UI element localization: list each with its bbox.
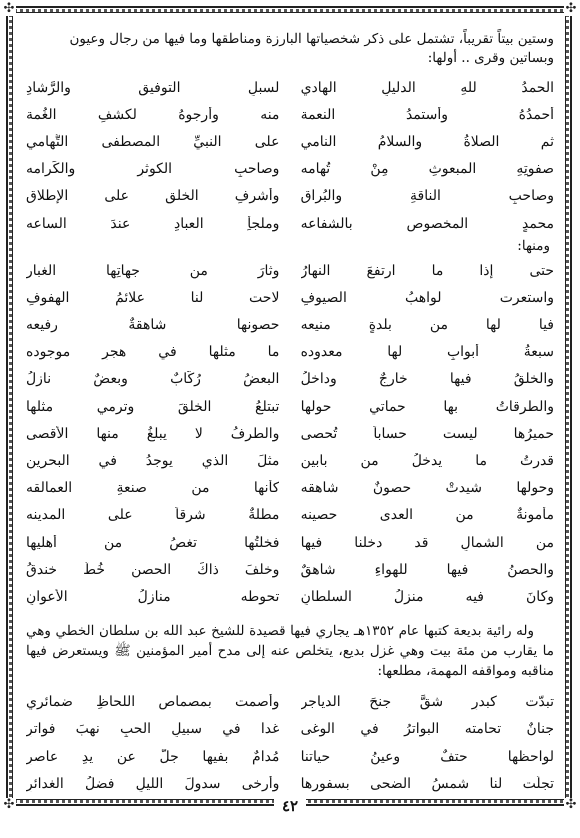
hemistich-right: جنانٌ تحامته البواترُ في الوغى [300,721,554,738]
verse-line [26,770,554,797]
hemistich-right: والحصنُ فيها للهواءِ شاهقٌ [300,561,554,578]
hemistich-left: وثارَ من جهاتِها الغبار [26,262,280,279]
hemistich-left: وخلفَ ذاكَ الحصنِ خُطَّ خندقُ [26,561,280,578]
section-subheading: ومنها: [517,238,550,255]
verse-line [26,128,554,155]
hemistich-left: فخلتُها تغصُ من أهليها [26,534,280,551]
hemistich-left: مثلَ الذي يوجدُ في البحرينِ [26,453,280,470]
hemistich-right: والطرقاتُ بها حماتي حولها [300,398,554,415]
hemistich-left: منه وأرجوهُ لكشفِ الغُمة [26,106,280,123]
hemistich-right: تبدّت كبدرٍ شقَّ جنحَ الدياجرِ [300,694,554,711]
hemistich-right: فيا لها من بلدةٍ منيعه [300,317,554,334]
hemistich-left: البعضُ رُكَّابٌ وبعضٌ نازلُ [26,371,280,388]
verse-line [26,257,554,284]
intro-line-1: وستين بيتاً تقريباً، تشتمل على ذكر شخصياتها البارزة ومناطقها وما فيها من رجال وعيون [69,31,554,47]
hemistich-right: واستعرت لواهبُ الصيوفِ [300,289,554,306]
hemistich-left: تبتلعُ الخلقَ وترمي مثلها [26,398,280,415]
hemistich-right: وحولها شيدتْ حصونٌ شاهقه [300,480,554,497]
hemistich-left: كأنها من صنعةِ العمالقه [26,480,280,497]
page-number: ٤٢ [274,797,306,815]
verse-line [26,101,554,128]
corner-ornament-icon: ✣ [3,1,15,16]
verse-line [26,447,554,474]
hemistich-left: لاحت لنا علائمُ الهفوفِ [26,289,280,306]
hemistich-right: صفوتِهِ المبعوثِ مِنْ تُهامه [300,161,554,178]
verse-line [26,502,554,529]
page-number-wrap [0,796,580,815]
verse-line [26,183,554,210]
hemistich-right: سبعةُ أبوابٍ لها معدوده [300,344,554,361]
verse-line [26,156,554,183]
hemistich-left: وأصمت بمصماصِ اللحاظِ ضمائري [26,694,280,711]
verse-line [26,284,554,311]
verse-line [26,420,554,447]
poem-opening [26,74,554,237]
verse-line [26,312,554,339]
hemistich-left: حصونها شاهقةٌ رفيعه [26,317,280,334]
hemistich-left: وأرخى سدولَ الليلِ فضلُ الغدائرِ [26,775,280,792]
hemistich-left: وملجأِ العبادِ عندَ الساعه [26,215,280,232]
verse-line [26,743,554,770]
verse-line [26,529,554,556]
hemistich-left: لسبلِ التوفيقِ والرَّشادِ [26,79,280,96]
hemistich-left: وأشرفِ الخلقِ على الإطلاقِ [26,188,280,205]
hemistich-right: قدرتُ ما يدخلُ من بابينِ [300,453,554,470]
hemistich-right: وكانَ فيه منزلُ السلطانِ [300,588,554,605]
corner-ornament-icon: ✣ [565,1,577,16]
hemistich-left: وصاحبِ الكوثرِ والكَرامه [26,161,280,178]
hemistich-right: محمدٍ المخصوصِ بالشفاعه [300,215,554,232]
page-content [26,30,554,797]
hemistich-right: والخلقُ فيها خارجٌ وداخلُ [300,371,554,388]
hemistich-right: وصاحبِ الناقةِ والبُراقِ [300,188,554,205]
verse-line [26,210,554,237]
verse-line [26,393,554,420]
hemistich-left: غدا في سبيلِ الحبِ نهبَ فواترِ [26,721,280,738]
poem-excerpt [26,257,554,610]
raiyya-opening-verses [26,689,554,798]
hemistich-right: تجلّت لنا شمسُ الضحى بسفورها [300,775,554,792]
hemistich-left: مُدامٌ بفيها جلَّ عن يدِ عاصرِ [26,748,280,765]
verse-line [26,583,554,610]
hemistich-right: مأمونةٌ من العدى حصينه [300,507,554,524]
intro-line-2: وبساتين وقرى .. أولها: [427,50,554,66]
verse-line [26,366,554,393]
verse-line [26,556,554,583]
hemistich-left: تحوطه منازلُ الأعوانِ [26,588,280,605]
corner-ornament-icon: ✣ [3,797,15,812]
verse-line [26,339,554,366]
hemistich-right: ثم الصلاةُ والسلامُ النامي [300,133,554,150]
hemistich-left: على النبيِّ المصطفى التُّهامي [26,133,280,150]
hemistich-right: حميرُها ليست حساباً تُحصى [300,425,554,442]
intro-paragraph [26,30,554,68]
raiyya-intro-paragraph: وله رائية بديعة كتبها عام ١٣٥٢هـ يجاري فيها قصيدة للشيخ عبد الله بن سلطان الخطي وهي ما يقارب من مئة بيت وهي غزل بديع، يتخلص عنه إلى مدح أمير المؤمنين ﷺ ويستعرض فيها مناقبه ومواقفه المهمة، مطلعها: [26,622,554,679]
verse-line [26,716,554,743]
hemistich-right: لواحظها حتفٌ وعينُ حياتنا [300,748,554,765]
hemistich-right: حتى إذا ما ارتفعَ النهارُ [300,262,554,279]
verse-line [26,475,554,502]
verse-line [26,74,554,101]
hemistich-right: أحمدُهُ وأستمدُ النعمة [300,106,554,123]
hemistich-right: من الشمالِ قد دخلنا فيها [300,534,554,551]
hemistich-left: والطرفُ لا يبلغُ منها الأقصى [26,425,280,442]
corner-ornament-icon: ✣ [565,797,577,812]
hemistich-right: الحمدُ للهِ الدليلِ الهادي [300,79,554,96]
hemistich-left: مطلةٌ شرقاً على المدينه [26,507,280,524]
hemistich-left: ما مثلها في هجرٍ موجوده [26,344,280,361]
verse-line [26,689,554,716]
